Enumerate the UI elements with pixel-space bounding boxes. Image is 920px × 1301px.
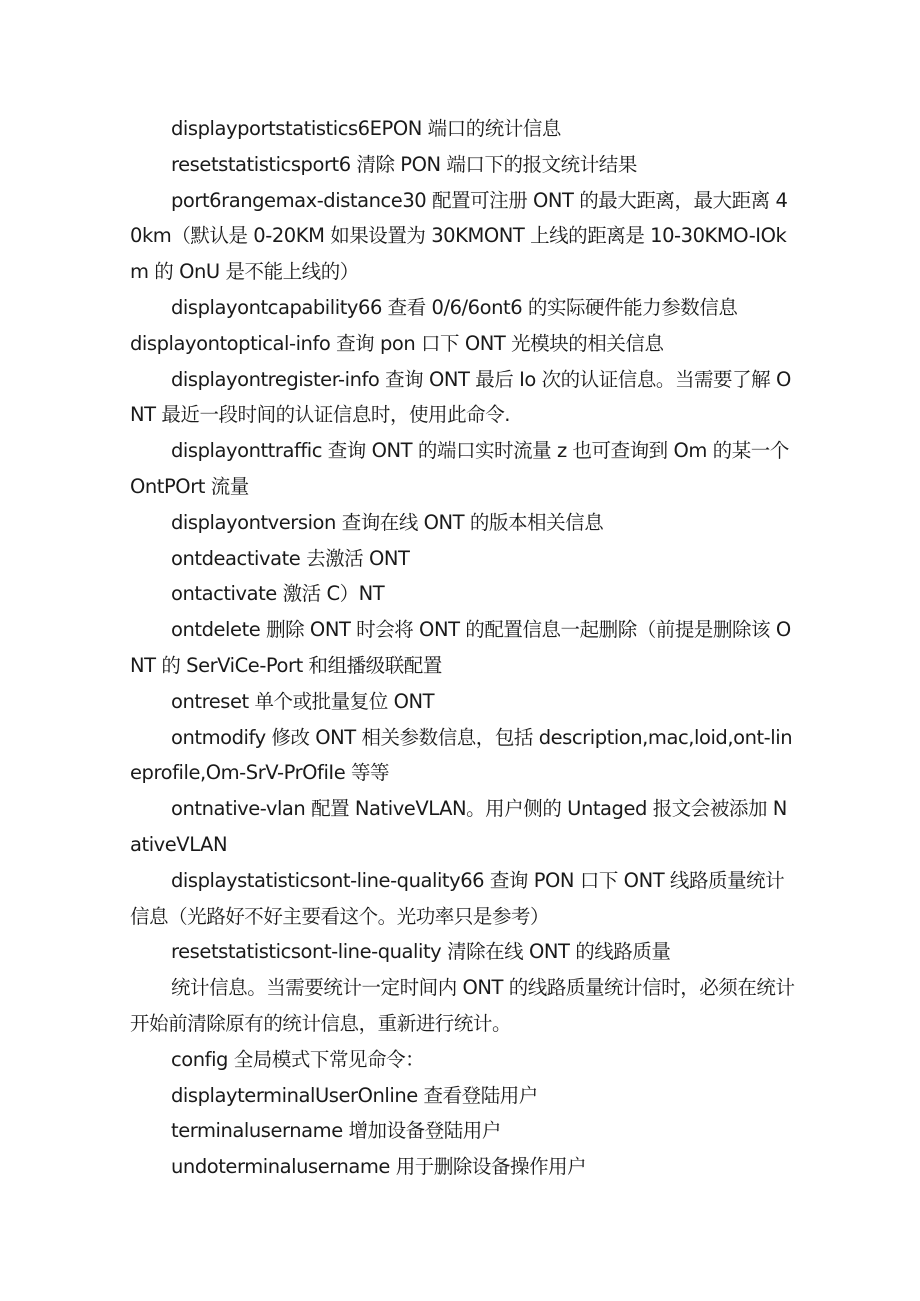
- paragraph: displayontoptical-info 查询 pon 口下 ONT 光模块的相关信息: [130, 331, 664, 355]
- paragraph: displayonttraffic 查询 ONT 的端口实时流量 z 也可查询到 Om 的某一个 OntPOrt 流量: [130, 439, 789, 498]
- document-body: [130, 111, 795, 1185]
- paragraph: ontdeactivate 去激活 ONT: [171, 546, 410, 570]
- paragraph: resetstatisticsont-line-quality 清除在线 ONT 的线路质量: [171, 940, 671, 964]
- paragraph: resetstatisticsport6 清除 PON 端口下的报文统计结果: [171, 152, 637, 176]
- paragraph: displayontversion 查询在线 ONT 的版本相关信息: [171, 510, 604, 534]
- paragraph: displayontcapability66 查看 0/6/6ont6 的实际硬件能力参数信息: [171, 295, 738, 319]
- paragraph: 统计信息。当需要统计一定时间内 ONT 的线路质量统计信时，必须在统计开始前清除原有的统计信息，重新进行统计。: [130, 976, 795, 1035]
- paragraph: ontnative-vlan 配置 NativeVLAN。用户侧的 Untaged 报文会被添加 NativeVLAN: [130, 797, 787, 856]
- paragraph: config 全局模式下常见命令：: [171, 1047, 425, 1071]
- paragraph: port6rangemax-distance30 配置可注册 ONT 的最大距离，最大距离 40km（默认是 0-20KM 如果设置为 30KMONT 上线的距离是 10-30KMO-IOkm 的 OnU 是不能上线的）: [130, 188, 788, 284]
- paragraph: ontdelete 删除 ONT 时会将 ONT 的配置信息一起删除（前提是删除该 ONT 的 SerViCe-Port 和组播级联配置: [130, 618, 791, 677]
- paragraph: ontactivate 激活 C）NT: [171, 582, 385, 606]
- paragraph: displayportstatistics6EPON 端口的统计信息: [171, 117, 561, 140]
- paragraph: terminalusername 增加设备登陆用户: [171, 1119, 501, 1143]
- paragraph: displayterminalUserOnline 查看登陆用户: [171, 1083, 538, 1107]
- paragraph: displayontregister-info 查询 ONT 最后 Io 次的认证信息。当需要了解 ONT 最近一段时间的认证信息时，使用此命令.: [130, 367, 791, 427]
- paragraph: displaystatisticsont-line-quality66 查询 PON 口下 ONT 线路质量统计信息（光路好不好主要看这个。光功率只是参考）: [130, 868, 785, 928]
- paragraph: undoterminalusername 用于删除设备操作用户: [171, 1155, 587, 1179]
- paragraph: ontreset 单个或批量复位 ONT: [171, 689, 435, 713]
- paragraph: ontmodify 修改 ONT 相关参数信息，包括 description,mac,loid,ont-lineprofile,Om-SrV-PrOfiIe 等等: [130, 725, 793, 785]
